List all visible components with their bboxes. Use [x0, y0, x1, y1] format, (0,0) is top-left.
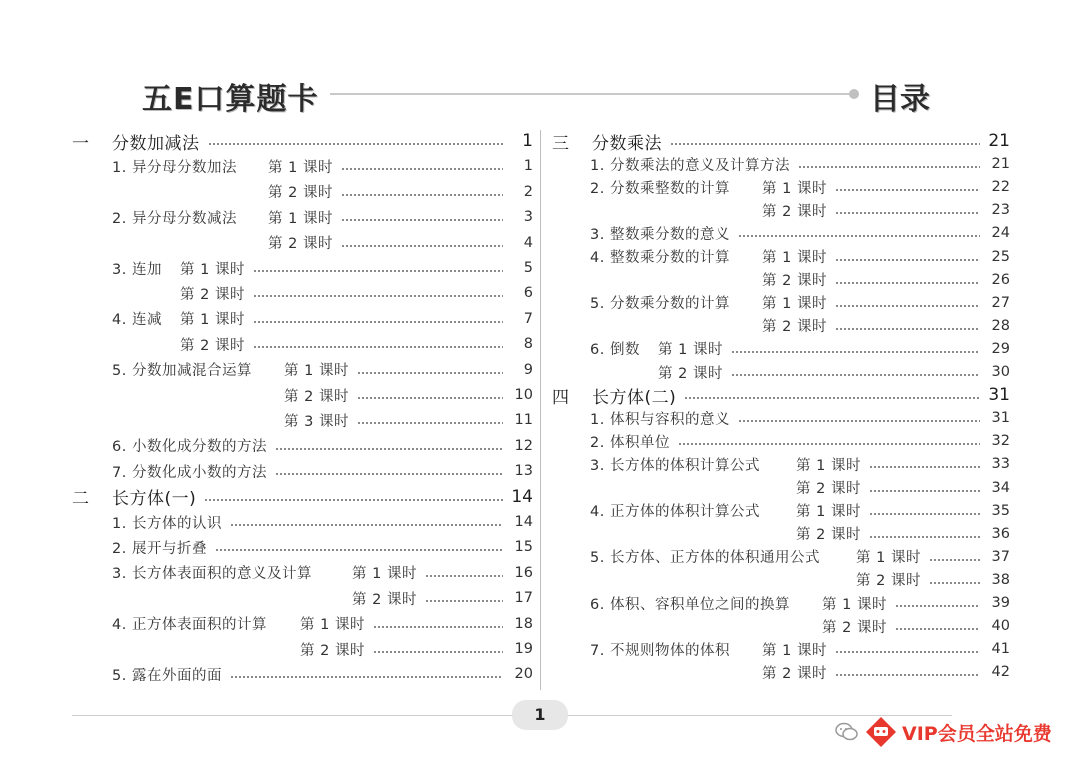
lesson-label: 第 2 课时 [284, 388, 349, 405]
entry-title: 1. 分数乘法的意义及计算方法 [590, 157, 790, 174]
dot-leader [835, 282, 980, 284]
dot-leader [835, 328, 980, 330]
lesson-label: 第 2 课时 [762, 203, 827, 220]
page-ref: 10 [514, 387, 533, 403]
dot-leader [253, 346, 503, 348]
entry-title: 6. 小数化成分数的方法 [112, 439, 267, 456]
dot-leader [895, 628, 980, 630]
toc-entry [590, 176, 1010, 198]
lesson-label: 第 2 课时 [352, 591, 417, 608]
lesson-label: 第 2 课时 [762, 273, 827, 290]
entry-title: 6. 倒数 [590, 342, 640, 359]
lesson-label: 第 1 课时 [180, 261, 245, 278]
page-ref: 27 [991, 294, 1010, 311]
lesson-label: 第 1 课时 [762, 180, 827, 197]
dot-leader [275, 448, 503, 450]
watermark [834, 710, 1070, 754]
toc-entry [590, 222, 1010, 244]
page-ref: 42 [991, 664, 1010, 681]
toc-subentry [268, 232, 533, 254]
lesson-label: 第 2 课时 [796, 481, 861, 497]
chapter-title: 长方体(一) [112, 489, 197, 510]
dot-leader [208, 143, 504, 145]
page-ref: 31 [991, 410, 1010, 427]
toc-subentry [762, 315, 1010, 337]
dot-leader [731, 351, 980, 353]
page-ref: 22 [991, 179, 1010, 196]
dot-leader [341, 245, 503, 247]
page-ref: 18 [514, 615, 533, 632]
page-ref: 21 [988, 131, 1010, 151]
lesson-label: 第 1 课时 [796, 457, 861, 474]
page-ref: 12 [514, 437, 533, 454]
lesson-label: 第 2 课时 [658, 365, 723, 382]
lesson-label: 第 2 课时 [268, 236, 333, 253]
toc-subentry [268, 181, 533, 203]
page-ref: 1 [523, 158, 533, 175]
entry-title: 2. 分数乘整数的计算 [590, 180, 730, 197]
page-ref: 26 [991, 271, 1010, 288]
entry-title: 2. 展开与折叠 [112, 540, 207, 557]
toc-entry [590, 638, 1010, 660]
entry-title: 4. 正方体表面积的计算 [112, 617, 267, 634]
dot-leader [678, 443, 980, 445]
entry-title: 7. 分数化成小数的方法 [112, 464, 267, 481]
page-ref: 1 [522, 131, 533, 151]
lesson-label: 第 1 课时 [762, 642, 827, 659]
page-ref: 8 [523, 336, 533, 353]
dot-leader [253, 295, 503, 297]
dot-leader [230, 676, 503, 678]
entry-title: 1. 长方体的认识 [112, 515, 222, 532]
dot-leader [230, 524, 503, 526]
toc-subentry [822, 615, 1010, 637]
entry-title: 6. 体积、容积单位之间的换算 [590, 596, 790, 613]
header-rule [330, 93, 852, 95]
page-ref: 6 [523, 285, 533, 302]
toc-entry [112, 435, 533, 457]
toc-entry [112, 155, 533, 177]
entry-title: 3. 连加 [112, 261, 162, 278]
lesson-label: 第 1 课时 [300, 617, 365, 634]
section-heading: 目录 [870, 82, 930, 117]
wechat-icon [834, 719, 860, 745]
entry-title: 5. 露在外面的面 [112, 667, 222, 684]
dot-leader [684, 397, 980, 399]
toc-subentry [284, 409, 533, 431]
toc-subentry [180, 333, 533, 355]
page-ref: 31 [988, 385, 1010, 406]
toc-entry [112, 536, 533, 558]
dot-leader [835, 259, 980, 261]
page-ref: 23 [991, 202, 1010, 219]
dot-leader [204, 499, 503, 501]
toc-entry [590, 153, 1010, 175]
toc-chapter [552, 384, 1010, 406]
dot-leader [835, 305, 980, 307]
page-ref: 35 [991, 502, 1010, 519]
dot-leader [929, 582, 980, 584]
page-ref: 2 [523, 183, 533, 200]
toc-entry [590, 546, 1010, 568]
header-rule-dot [849, 89, 859, 99]
page-ref: 25 [991, 248, 1010, 265]
entry-title: 4. 正方体的体积计算公式 [590, 504, 760, 521]
lesson-label: 第 2 课时 [180, 286, 245, 303]
dot-leader [357, 372, 503, 374]
toc-entry [112, 308, 533, 330]
entry-title: 7. 不规则物体的体积 [590, 642, 730, 659]
dot-leader [357, 397, 503, 399]
lesson-label: 第 1 课时 [856, 550, 921, 567]
chapter-title: 分数加减法 [112, 133, 200, 154]
vip-diamond-icon [864, 715, 898, 749]
entry-title: 1. 体积与容积的意义 [590, 411, 730, 428]
toc-entry [112, 359, 533, 381]
entry-title: 2. 体积单位 [590, 434, 670, 451]
dot-leader [869, 490, 980, 492]
entry-title: 5. 长方体、正方体的体积通用公式 [590, 550, 820, 567]
dot-leader [835, 189, 980, 191]
toc-entry [590, 338, 1010, 360]
lesson-label: 第 2 课时 [822, 619, 887, 636]
dot-leader [425, 600, 503, 602]
dot-leader [731, 374, 980, 376]
toc-subentry [796, 477, 1010, 499]
entry-title: 3. 长方体的体积计算公式 [590, 457, 760, 474]
dot-leader [835, 651, 980, 653]
page-ref: 14 [511, 486, 533, 507]
page-ref: 39 [991, 595, 1010, 611]
page-ref: 13 [514, 463, 533, 480]
entry-title: 5. 分数乘分数的计算 [590, 296, 730, 313]
dot-leader [895, 605, 980, 607]
chapter-title: 分数乘法 [592, 133, 662, 154]
toc-entry [590, 292, 1010, 314]
entry-title: 2. 异分母分数减法 [112, 210, 237, 227]
dot-leader [869, 536, 980, 538]
page-ref: 4 [523, 234, 533, 251]
page-ref: 5 [523, 260, 533, 276]
column-divider [540, 130, 541, 690]
page-ref: 19 [514, 641, 533, 657]
lesson-label: 第 1 课时 [268, 210, 333, 227]
chapter-number: 一 [72, 133, 89, 154]
lesson-label: 第 1 课时 [268, 159, 333, 176]
lesson-label: 第 1 课时 [762, 296, 827, 313]
dot-leader [215, 549, 503, 551]
lesson-label: 第 1 课时 [796, 504, 861, 521]
entry-title: 4. 连减 [112, 312, 162, 329]
entry-title: 5. 分数加减混合运算 [112, 363, 252, 380]
page-number: 1 [512, 700, 568, 730]
page-ref: 38 [991, 571, 1010, 588]
lesson-label: 第 2 课时 [180, 337, 245, 354]
dot-leader [275, 473, 503, 475]
lesson-label: 第 1 课时 [352, 566, 417, 583]
toc-subentry [856, 569, 1010, 591]
toc-entry [590, 246, 1010, 268]
entry-title: 1. 异分母分数加法 [112, 159, 237, 176]
lesson-label: 第 2 课时 [762, 319, 827, 336]
chapter-title: 长方体(二) [592, 387, 677, 408]
watermark-text: VIP会员全站免费 [902, 722, 1052, 745]
lesson-label: 第 1 课时 [762, 250, 827, 266]
lesson-label: 第 1 课时 [822, 596, 887, 613]
toc-entry [112, 257, 533, 279]
page-ref: 32 [991, 433, 1010, 450]
lesson-label: 第 1 课时 [284, 363, 349, 380]
toc-subentry [658, 361, 1010, 383]
dot-leader [425, 575, 503, 577]
chapter-number: 二 [72, 489, 89, 510]
toc-subentry [352, 587, 533, 609]
page-ref: 3 [523, 209, 533, 226]
page-ref: 33 [991, 456, 1010, 473]
lesson-label: 第 2 课时 [762, 665, 827, 682]
page-ref: 41 [991, 641, 1010, 658]
dot-leader [373, 626, 503, 628]
page-ref: 40 [991, 618, 1010, 635]
toc-entry [590, 453, 1010, 475]
dot-leader [253, 270, 503, 272]
toc-chapter [552, 130, 1010, 152]
toc-entry [112, 663, 533, 685]
lesson-label: 第 2 课时 [300, 642, 365, 659]
dot-leader [869, 513, 980, 515]
lesson-label: 第 2 课时 [796, 527, 861, 544]
toc-chapter [72, 486, 533, 508]
dot-leader [341, 168, 503, 170]
page-ref: 20 [514, 666, 533, 683]
dot-leader [670, 143, 980, 145]
page-ref: 28 [991, 317, 1010, 334]
dot-leader [835, 674, 980, 676]
chapter-number: 三 [552, 133, 569, 154]
lesson-label: 第 2 课时 [268, 185, 333, 202]
dot-leader [373, 651, 503, 653]
page-ref: 30 [991, 364, 1010, 380]
page-ref: 15 [514, 539, 533, 556]
page-ref: 36 [991, 525, 1010, 542]
toc-subentry [762, 661, 1010, 683]
page-ref: 11 [514, 412, 533, 429]
toc-subentry [300, 638, 533, 660]
lesson-label: 第 1 课时 [180, 312, 245, 329]
toc-subentry [762, 269, 1010, 291]
toc-entry [112, 562, 533, 584]
toc-subentry [796, 523, 1010, 545]
toc-entry [590, 430, 1010, 452]
entry-title: 3. 长方体表面积的意义及计算 [112, 566, 312, 583]
toc-entry [112, 613, 533, 635]
toc-entry [590, 407, 1010, 429]
chapter-number: 四 [552, 387, 569, 408]
dot-leader [869, 466, 980, 468]
page-ref: 16 [514, 564, 533, 581]
toc-subentry [180, 282, 533, 304]
dot-leader [738, 420, 980, 422]
toc-entry [112, 460, 533, 482]
book-title: 五E口算题卡 [142, 82, 319, 117]
page-ref: 9 [523, 361, 533, 378]
dot-leader [341, 194, 503, 196]
dot-leader [738, 235, 980, 237]
page-ref: 37 [991, 548, 1010, 565]
dot-leader [253, 321, 503, 323]
dot-leader [357, 422, 503, 424]
page-ref: 29 [991, 340, 1010, 357]
lesson-label: 第 1 课时 [658, 342, 723, 359]
toc-subentry [284, 384, 533, 406]
dot-leader [929, 559, 980, 561]
page-ref: 34 [991, 479, 1010, 496]
entry-title: 3. 整数乘分数的意义 [590, 226, 730, 243]
page-ref: 17 [514, 590, 533, 607]
toc-subentry [762, 199, 1010, 221]
toc-chapter [72, 130, 533, 152]
lesson-label: 第 3 课时 [284, 413, 349, 430]
page-ref: 21 [991, 156, 1010, 173]
page-ref: 24 [991, 225, 1010, 242]
toc-entry [590, 592, 1010, 614]
entry-title: 4. 整数乘分数的计算 [590, 250, 730, 266]
toc-entry [590, 500, 1010, 522]
dot-leader [798, 166, 980, 168]
toc-entry [112, 206, 533, 228]
toc-entry [112, 511, 533, 533]
page-ref: 14 [514, 514, 533, 530]
dot-leader [341, 219, 503, 221]
lesson-label: 第 2 课时 [856, 573, 921, 590]
dot-leader [835, 212, 980, 214]
page-ref: 7 [523, 310, 533, 327]
